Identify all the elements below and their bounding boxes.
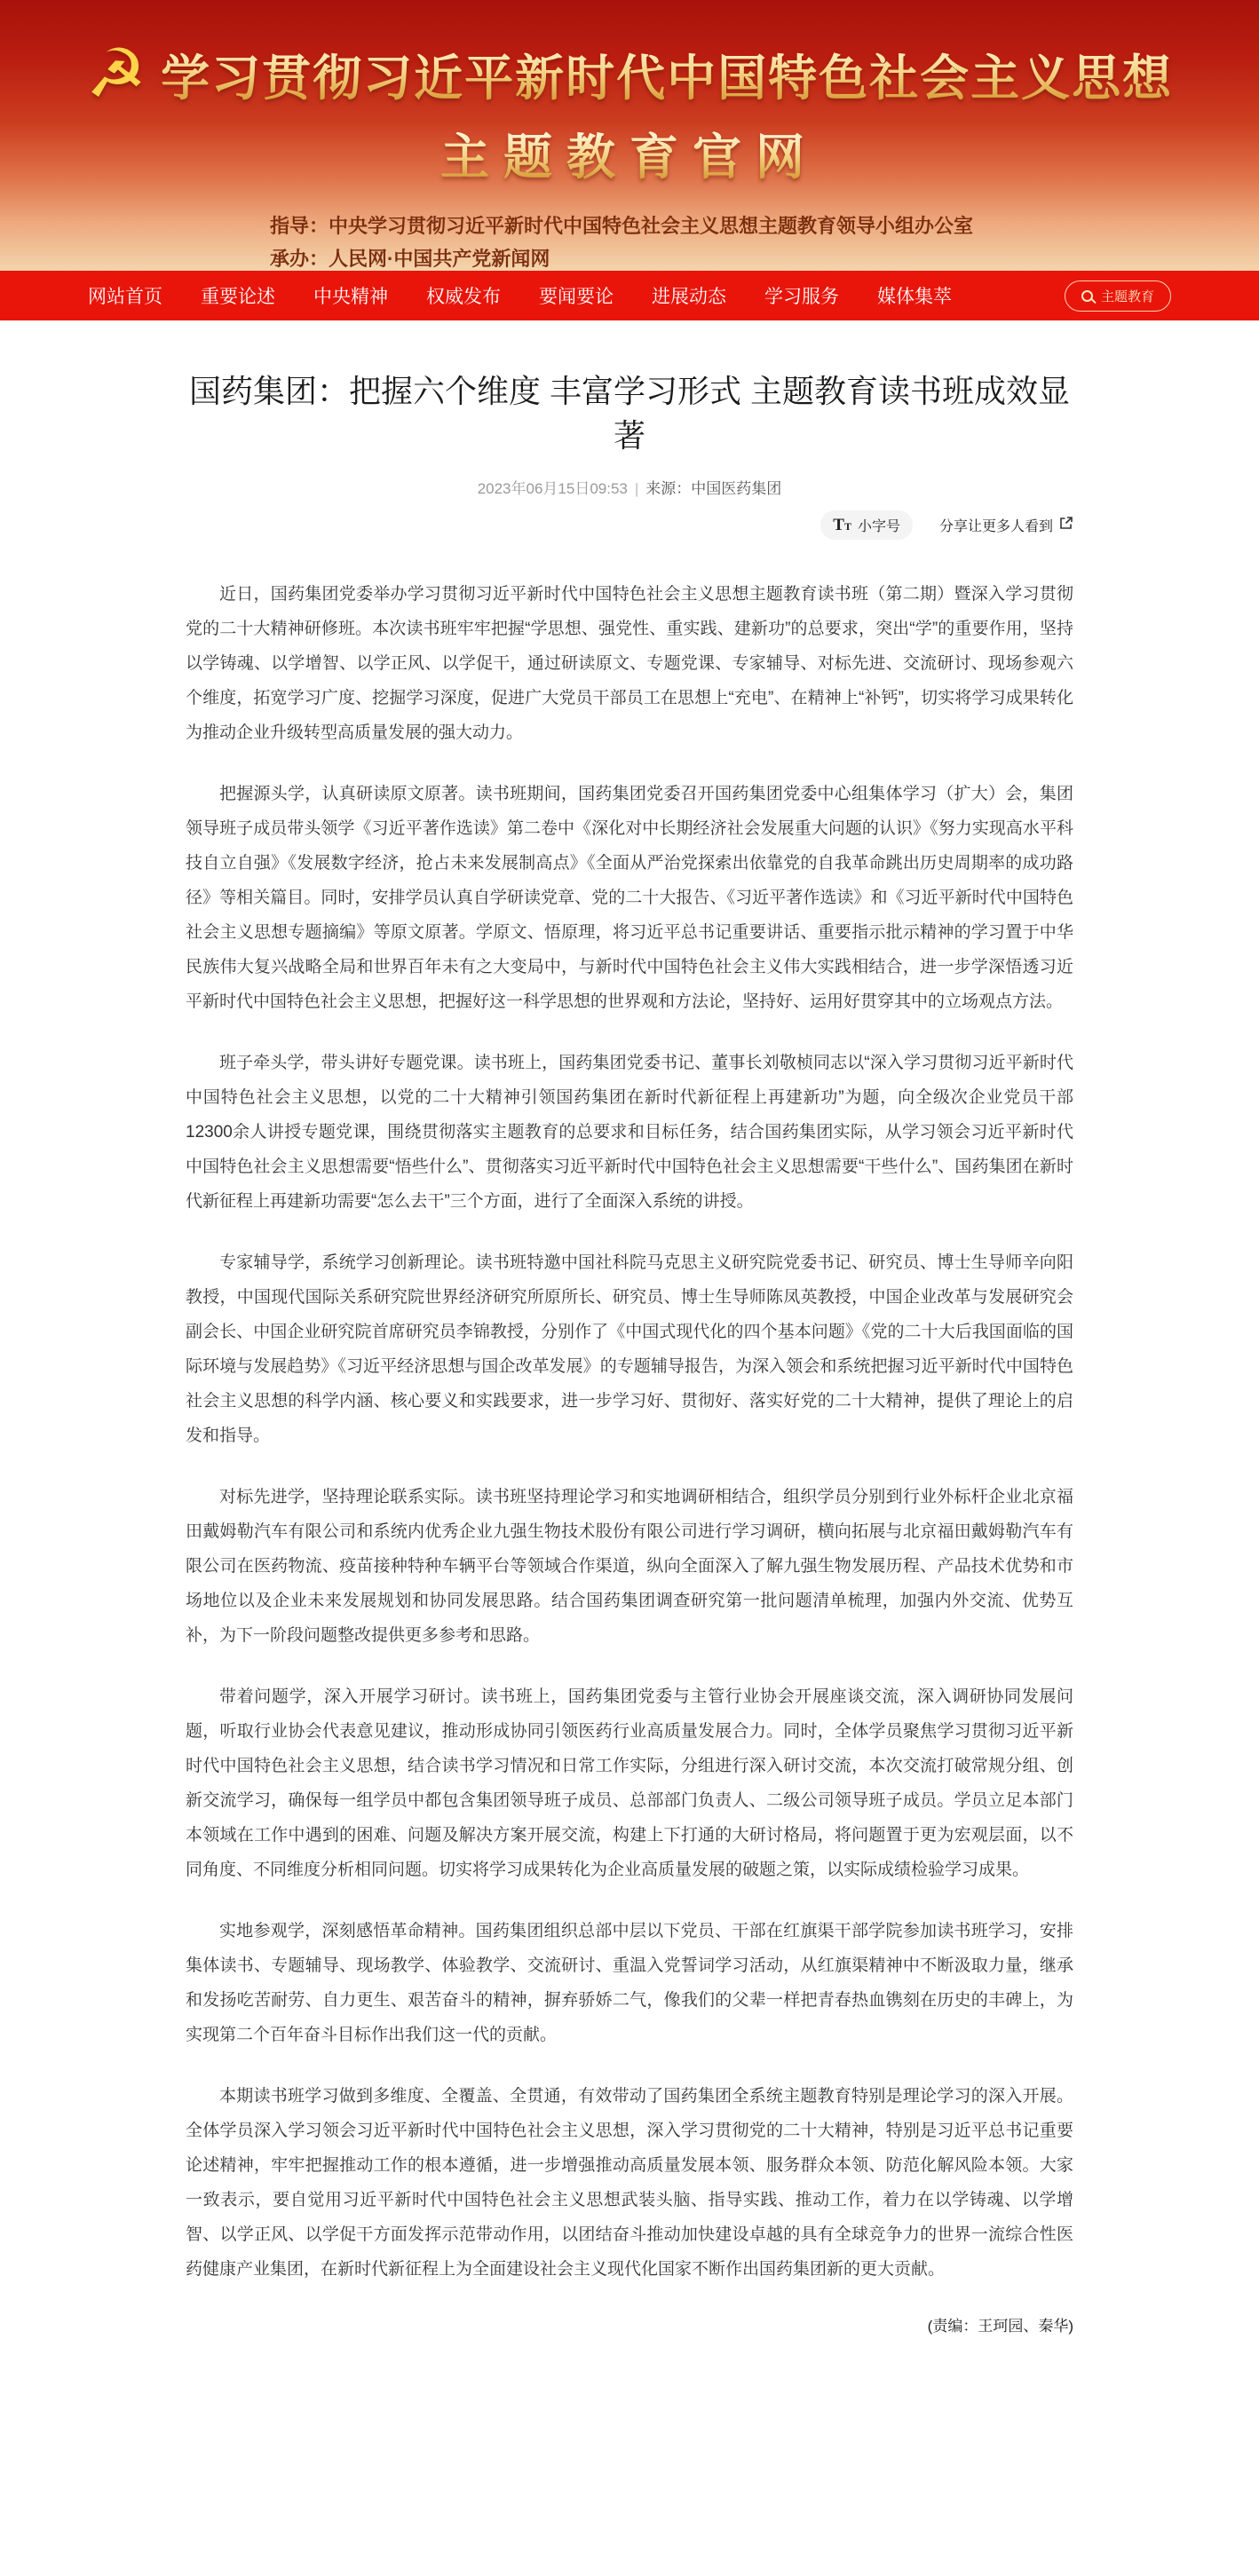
article-paragraph: 班子牵头学，带头讲好专题党课。读书班上，国药集团党委书记、董事长刘敬桢同志以“深入学习贯彻习近平新时代中国特色社会主义思想，以党的二十大精神引领国药集团在新时代新征程上再建新功”为题，向全级次企业党员干部12300余人讲授专题党课，围绕贯彻落实主题教育的总要求和目标任务，结合国药集团实际，从学习领会习近平新时代中国特色社会主义思想需要“悟些什么”、贯彻落实习近平新时代中国特色社会主义思想需要“干些什么”、国药集团在新时代新征程上再建新功需要“怎么去干”三个方面，进行了全面深入系统的讲授。: [186, 1054, 1073, 1211]
article-paragraph: 实地参观学，深刻感悟革命精神。国药集团组织总部中层以下党员、干部在红旗渠干部学院参加读书班学习，安排集体读书、专题辅导、现场教学、体验教学、交流研讨、重温入党誓词学习活动，从红旗渠精神中不断汲取力量，继承和发扬吃苦耐劳、自力更生、艰苦奋斗的精神，摒弃骄娇二气，像我们的父辈一样把青春热血镌刻在历史的丰碑上，为实现第二个百年奋斗目标作出我们这一代的贡献。: [186, 1922, 1073, 2044]
article-paragraph: 近日，国药集团党委举办学习贯彻习近平新时代中国特色社会主义思想主题教育读书班（第二期）暨深入学习贯彻党的二十大精神研修班。本次读书班牢牢把握“学思想、强党性、重实践、建新功”的总要求，突出“学”的重要作用，坚持以学铸魂、以学增智、以学正风、以学促干，通过研读原文、专题党课、专家辅导、对标先进、交流研讨、现场参观六个维度，拓宽学习广度、挖掘学习深度，促进广大党员干部员工在思想上“充电”、在精神上“补钙”，切实将学习成果转化为推动企业升级转型高质量发展的强大动力。: [186, 585, 1073, 742]
nav-item-authoritative-release[interactable]: 权威发布: [426, 287, 501, 307]
editor-note: (责编：王珂园、秦华): [927, 2318, 1073, 2335]
nav-item-central-spirit[interactable]: 中央精神: [313, 287, 388, 307]
site-title-line2: 主题教育官网: [439, 130, 819, 185]
article-paragraph: 带着问题学，深入开展学习研讨。读书班上，国药集团党委与主管行业协会开展座谈交流，深入调研协同发展问题，听取行业协会代表意见建议，推动形成协同引领医药行业高质量发展合力。同时，全体学员聚焦学习贯彻习近平新时代中国特色社会主义思想，结合读书学习情况和日常工作实际，分组进行深入研讨交流，本次交流打破常规分组、创新交流学习，确保每一组学员中都包含集团领导班子成员、总部部门负责人、二级公司领导班子成员。学员立足本部门本领域在工作中遇到的困难、问题及解决方案开展交流，构建上下打通的大研讨格局，将问题置于更为宏观层面，以不同角度、不同维度分析相同问题。切实将学习成果转化为企业高质量发展的破题之策，以实际成绩检验学习成果。: [186, 1687, 1073, 1879]
font-size-button[interactable]: [820, 510, 913, 540]
search-label: 主题教育: [1100, 288, 1154, 304]
meta-separator: |: [634, 480, 639, 497]
article-title: 国药集团：把握六个维度 丰富学习形式 主题教育读书班成效显著: [188, 373, 1070, 454]
nav-item-key-news[interactable]: 要闻要论: [539, 287, 614, 307]
article-date: 2023年06月15日09:53: [477, 480, 628, 497]
search-icon: [1081, 290, 1093, 302]
site-title-line1: 学习贯彻习近平新时代中国特色社会主义思想: [161, 39, 1173, 109]
font-size-icon: TT: [833, 515, 851, 534]
article-paragraph: 对标先进学，坚持理论联系实际。读书班坚持理论学习和实地调研相结合，组织学员分别到行业外标杆企业北京福田戴姆勒汽车有限公司和系统内优秀企业九强生物技术股份有限公司进行学习调研，横向拓展与北京福田戴姆勒汽车有限公司在医药物流、疫苗接种特种车辆平台等领域合作渠道，纵向全面深入了解九强生物发展历程、产品技术优势和市场地位以及企业未来发展规划和协同发展思路。结合国药集团调查研究第一批问题清单梳理，加强内外交流、优势互补，为下一阶段问题整改提供更多参考和思路。: [186, 1488, 1073, 1645]
banner-guidance-line: 指导：中央学习贯彻习近平新时代中国特色社会主义思想主题教育领导小组办公室: [270, 215, 974, 237]
banner-organizer-line: 承办：人民网·中国共产党新闻网: [270, 248, 550, 270]
share-label: 分享让更多人看到: [938, 519, 1053, 534]
nav-item-study-service[interactable]: 学习服务: [764, 287, 839, 307]
main-nav: [0, 271, 1259, 320]
article-body: [186, 577, 1073, 2287]
font-size-label: 小字号: [857, 519, 900, 534]
article-source: 来源：中国医药集团: [645, 480, 782, 497]
external-link-icon: [1059, 516, 1073, 534]
nav-item-important-discourse[interactable]: 重要论述: [201, 287, 275, 307]
article-container: [186, 369, 1073, 2344]
nav-item-progress[interactable]: 进展动态: [652, 287, 726, 307]
search-button[interactable]: [1065, 281, 1171, 312]
article-toolbar: [186, 510, 1073, 540]
share-button[interactable]: [939, 515, 1073, 535]
article-paragraph: 本期读书班学习做到多维度、全覆盖、全贯通，有效带动了国药集团全系统主题教育特别是理论学习的深入开展。全体学员深入学习领会习近平新时代中国特色社会主义思想，深入学习贯彻党的二十大精神，特别是习近平总书记重要论述精神，牢牢把握推动工作的根本遵循，进一步增强推动高质量发展本领、服务群众本领、防范化解风险本领。大家一致表示，要自觉用习近平新时代中国特色社会主义思想武装头脑、指导实践、推动工作，着力在以学铸魂、以学增智、以学正风、以学促干方面发挥示范带动作用，以团结奋斗推动加快建设卓越的具有全球竞争力的世界一流综合性医药健康产业集团，在新时代新征程上为全面建设社会主义现代化国家不断作出国药集团新的更大贡献。: [186, 2087, 1073, 2279]
nav-item-home[interactable]: 网站首页: [88, 287, 162, 307]
article-paragraph: 把握源头学，认真研读原文原著。读书班期间，国药集团党委召开国药集团党委中心组集体学习（扩大）会，集团领导班子成员带头领学《习近平著作选读》第二卷中《深化对中长期经济社会发展重大问题的认识》《努力实现高水平科技自立自强》《发展数字经济，抢占未来发展制高点》《全面从严治党探索出依靠党的自我革命跳出历史周期率的成功路径》等相关篇目。同时，安排学员认真自学研读党章、党的二十大报告、《习近平著作选读》和《习近平新时代中国特色社会主义思想专题摘编》等原文原著。学原文、悟原理，将习近平总书记重要讲话、重要指示批示精神的学习置于中华民族伟大复兴战略全局和世界百年未有之大变局中，与新时代中国特色社会主义伟大实践相结合，进一步学深悟透习近平新时代中国特色社会主义思想，把握好这一科学思想的世界观和方法论，坚持好、运用好贯穿其中的立场观点方法。: [186, 785, 1073, 1011]
party-emblem-icon: ☭: [85, 36, 147, 112]
article-paragraph: 专家辅导学，系统学习创新理论。读书班特邀中国社科院马克思主义研究院党委书记、研究员、博士生导师辛向阳教授，中国现代国际关系研究院世界经济研究所原所长、研究员、博士生导师陈凤英教授，中国企业改革与发展研究会副会长、中国企业研究院首席研究员李锦教授，分别作了《中国式现代化的四个基本问题》《党的二十大后我国面临的国际环境与发展趋势》《习近平经济思想与国企改革发展》的专题辅导报告，为深入领会和系统把握习近平新时代中国特色社会主义思想的科学内涵、核心要义和实践要求，进一步学习好、贯彻好、落实好党的二十大精神，提供了理论上的启发和指导。: [186, 1253, 1073, 1445]
site-banner: [0, 0, 1259, 271]
article-meta: [186, 476, 1073, 498]
nav-item-media-collection[interactable]: 媒体集萃: [877, 287, 952, 307]
